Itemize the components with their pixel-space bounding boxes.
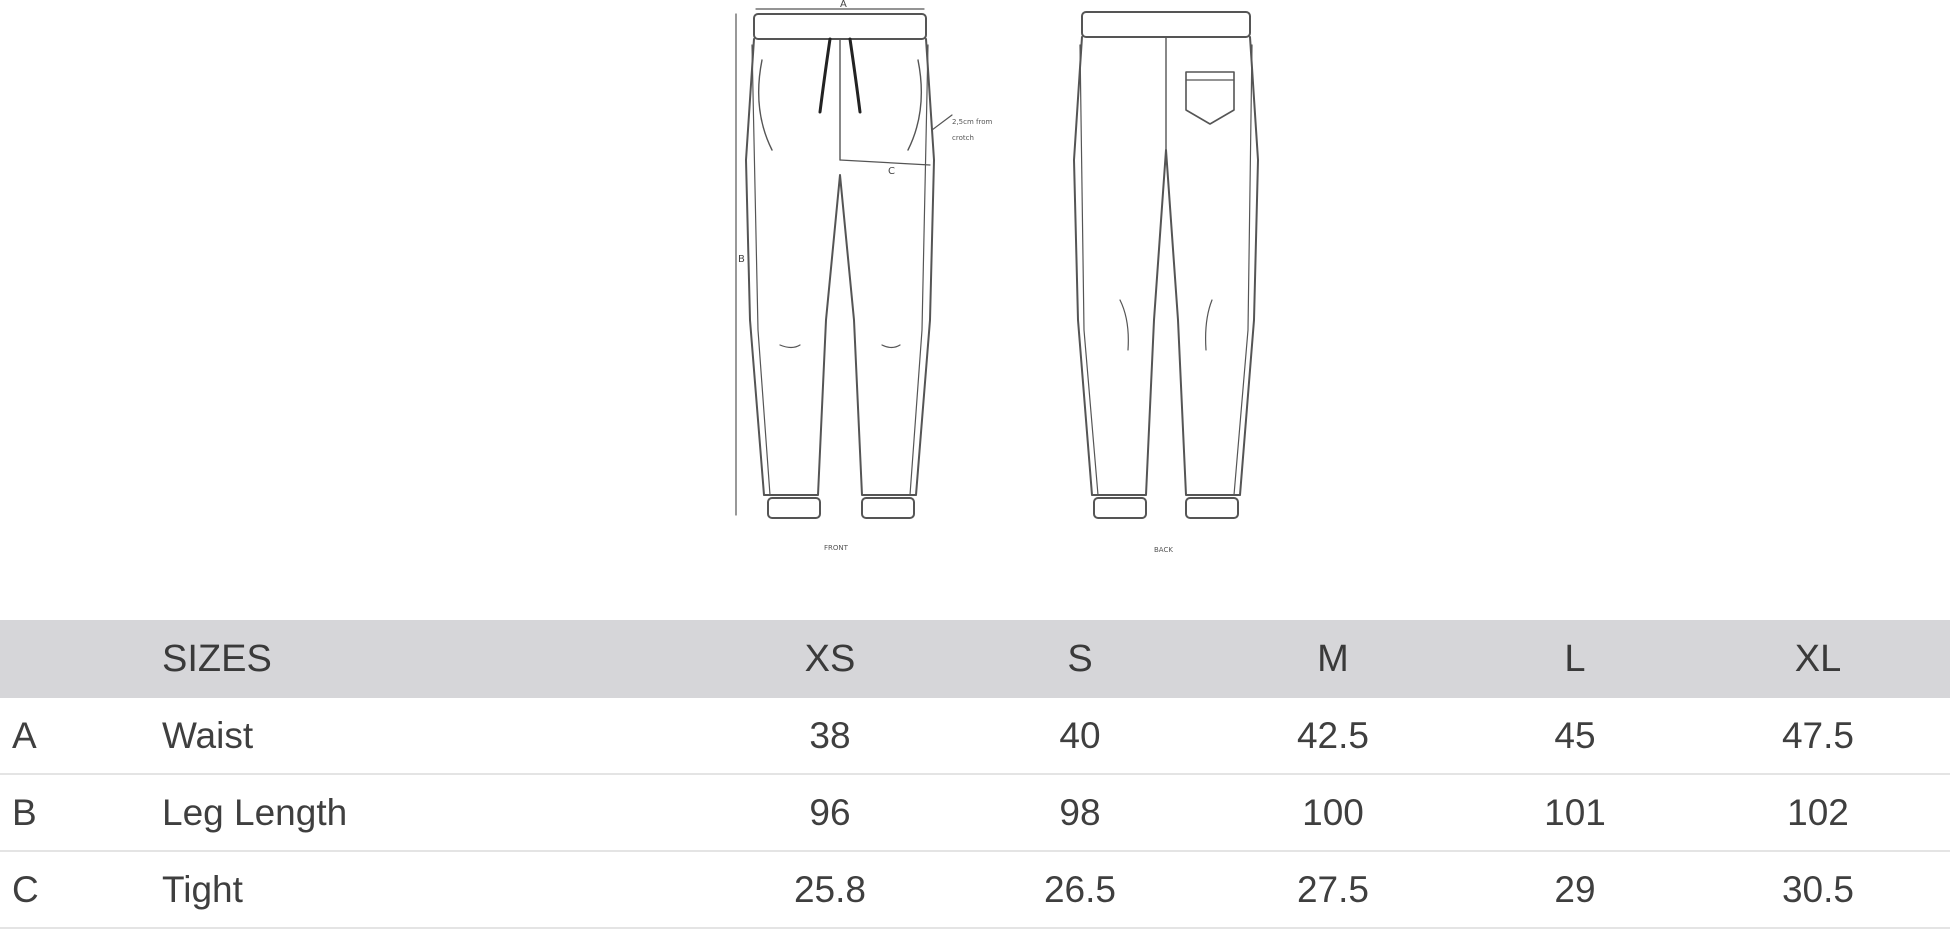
header-size-s: S bbox=[1067, 637, 1093, 680]
row-label: Tight bbox=[162, 868, 243, 910]
value-cell-xs: 25.8 bbox=[793, 868, 866, 910]
pants-technical-drawing bbox=[700, 0, 1320, 570]
header-sizes-label: SIZES bbox=[162, 637, 272, 680]
header-code-cell bbox=[12, 620, 132, 698]
header-size-m: M bbox=[1317, 637, 1349, 680]
table-row-leg-length bbox=[0, 775, 1950, 852]
value-cell-xs: 96 bbox=[809, 791, 851, 833]
row-code: A bbox=[12, 714, 37, 756]
row-code: B bbox=[12, 791, 37, 833]
value-cell-s: 26.5 bbox=[1043, 868, 1116, 910]
row-label: Waist bbox=[162, 714, 254, 756]
value-cell-xs: 38 bbox=[809, 714, 851, 756]
value-cell-l: 45 bbox=[1554, 714, 1596, 756]
product-illustration bbox=[700, 0, 1320, 570]
value-cell-xl: 30.5 bbox=[1781, 868, 1854, 910]
table-row-waist bbox=[0, 698, 1950, 775]
header-size-l: L bbox=[1564, 637, 1586, 680]
crotch-note-line-2: crotch bbox=[952, 134, 974, 142]
value-cell-s: 98 bbox=[1059, 791, 1101, 833]
front-pants-drawing bbox=[746, 14, 934, 518]
row-label: Leg Length bbox=[162, 791, 348, 833]
row-code: C bbox=[12, 868, 39, 910]
value-cell-xl: 47.5 bbox=[1781, 714, 1854, 756]
back-pants-drawing bbox=[1074, 12, 1258, 518]
dimension-a-label: A bbox=[840, 0, 847, 10]
value-cell-m: 100 bbox=[1302, 791, 1364, 833]
front-view-label: FRONT bbox=[824, 544, 848, 552]
value-cell-xl: 102 bbox=[1787, 791, 1849, 833]
value-cell-m: 27.5 bbox=[1296, 868, 1369, 910]
value-cell-l: 29 bbox=[1554, 868, 1596, 910]
table-row-tight bbox=[0, 852, 1950, 929]
dimension-b-label: B bbox=[738, 254, 745, 265]
back-view-label: BACK bbox=[1154, 546, 1173, 554]
header-size-xs: XS bbox=[804, 637, 856, 680]
crotch-note-line-1: 2,5cm from bbox=[952, 118, 993, 126]
value-cell-s: 40 bbox=[1059, 714, 1101, 756]
value-cell-m: 42.5 bbox=[1296, 714, 1369, 756]
size-chart-table bbox=[0, 620, 1950, 929]
value-cell-l: 101 bbox=[1544, 791, 1606, 833]
table-header-row bbox=[0, 620, 1950, 698]
header-size-xl: XL bbox=[1794, 637, 1842, 680]
dimension-c-label: C bbox=[888, 166, 895, 177]
